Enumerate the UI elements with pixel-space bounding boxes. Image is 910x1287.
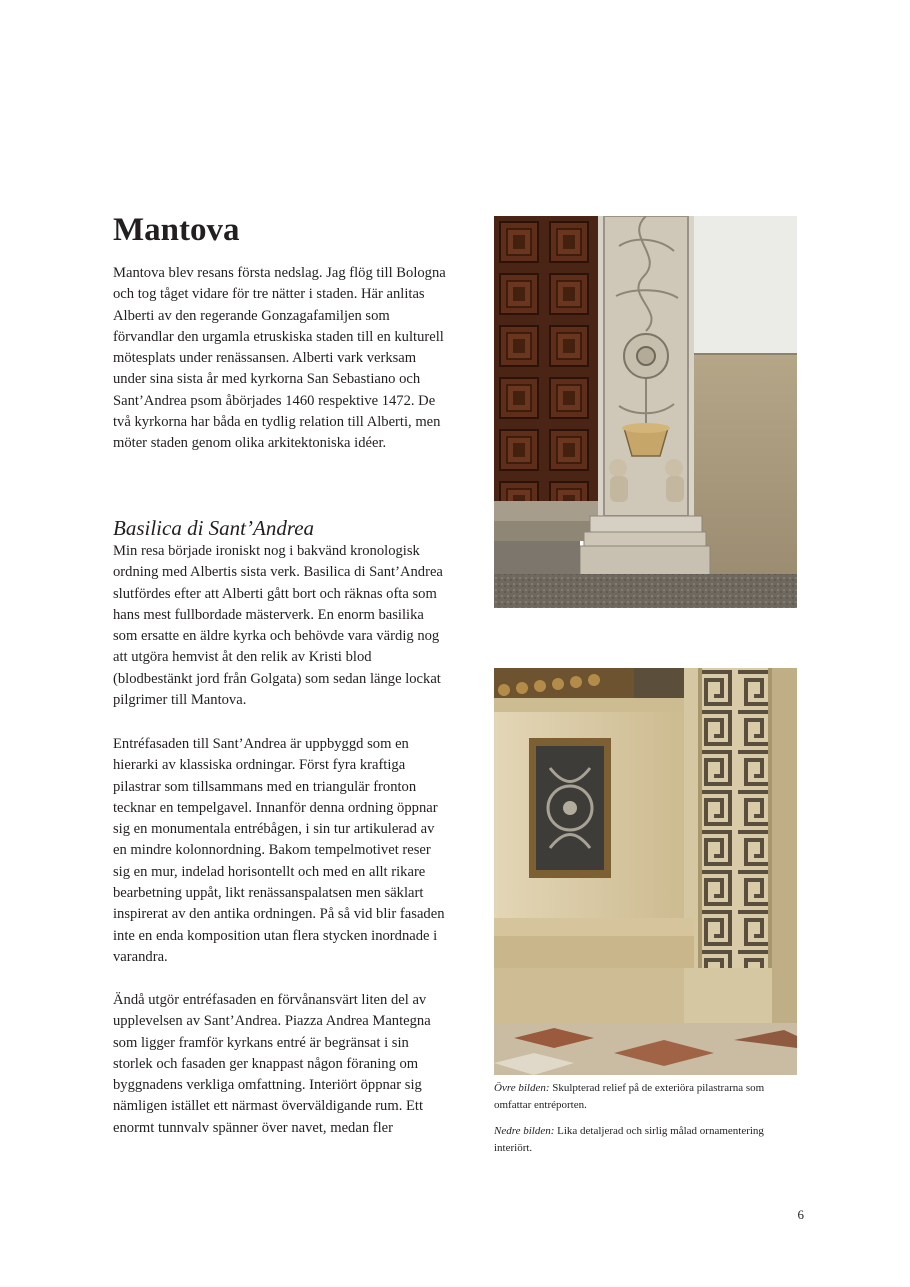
- caption-bottom-label: Nedre bilden:: [494, 1125, 555, 1137]
- caption-bottom: [494, 1123, 799, 1156]
- body-paragraph: Min resa började ironiskt nog i bakvänd kronologisk ordning med Albertis sista verk. Basilica di Sant’Andrea slutfördes efter att Alberti gått bort och räknas ofta som hans mest fullbordade mästerverk. En enorm basilika som ersatte en äldre kyrka och behövde vara värdig nog att utgöra hemvist åt den relik av Kristi blod (blodbestänkt jord från Golgata) som sedan länge lockat pilgrimer till Mantova.: [113, 543, 443, 709]
- image-captions: [494, 1080, 799, 1166]
- relief-pilaster-photo: [494, 216, 797, 608]
- caption-top-label: Övre bilden:: [494, 1082, 550, 1094]
- body-paragraph: Ändå utgör entréfasaden en förvånansvärt liten del av upplevelsen av Sant’Andrea. Piazza Andrea Mantegna som ligger framför kyrkans entré är begränsat i sin storlek och fasaden ger knappast någon föraning om byggnadens verkliga omfattning. Interiört öppnar sig nämligen istället ett närmast överväldigande rum. Ett enormt tunnvalv spänner över navet, medan fler: [113, 992, 431, 1136]
- caption-top-text: Skulpterad relief på de exteriöra pilastrarna som omfattar entréporten.: [494, 1082, 765, 1111]
- interior-ornament-illustration: [494, 668, 797, 1075]
- interior-ornament-photo: [494, 668, 797, 1075]
- relief-pilaster-illustration: [494, 216, 797, 608]
- caption-bottom-text: Lika detaljerad och sirlig målad ornamentering interiört.: [494, 1125, 764, 1154]
- page-title: Mantova: [113, 212, 240, 248]
- text-column: [113, 210, 448, 1136]
- caption-top: [494, 1080, 799, 1113]
- section-heading: Basilica di Sant’Andrea: [113, 516, 315, 540]
- page-number: 6: [797, 1207, 804, 1222]
- intro-paragraph: Mantova blev resans första nedslag. Jag flög till Bologna och tog tåget vidare för tre nätter i staden. Här anlitas Alberti av den regerande Gonzagafamiljen som förvandlar den urgamla etruskiska staden till en kulturell mötesplats under renässansen. Alberti vark verksam under sina sista år med kyrkorna San Sebastiano och Sant’Andrea psom åbörjades 1460 respektive 1472. De två kyrkorna har båda en tydlig relation till Alberti, men möter staden genom olika arkitektoniska idéer.: [113, 265, 446, 452]
- body-paragraph: Entréfasaden till Sant’Andrea är uppbyggd som en hierarki av klassiska ordningar. Först fyra kraftiga pilastrar som tillsammans med en triangulär fronton tecknar en tempelgavel. Innanför denna ordning öppnar sig en monumentala entrébågen, i sin tur artikulerad av en mindre kolonnordning. Bakom tempelmotivet reser sig en mur, indelad horisontellt och med en allt rikare bearbetning uppåt, likt renässanspalatsen men säklart inspirerat av den antika ordningen. På så vid blir fasaden inte en enda komposition utan flera stycken inordnade i varandra.: [113, 736, 445, 965]
